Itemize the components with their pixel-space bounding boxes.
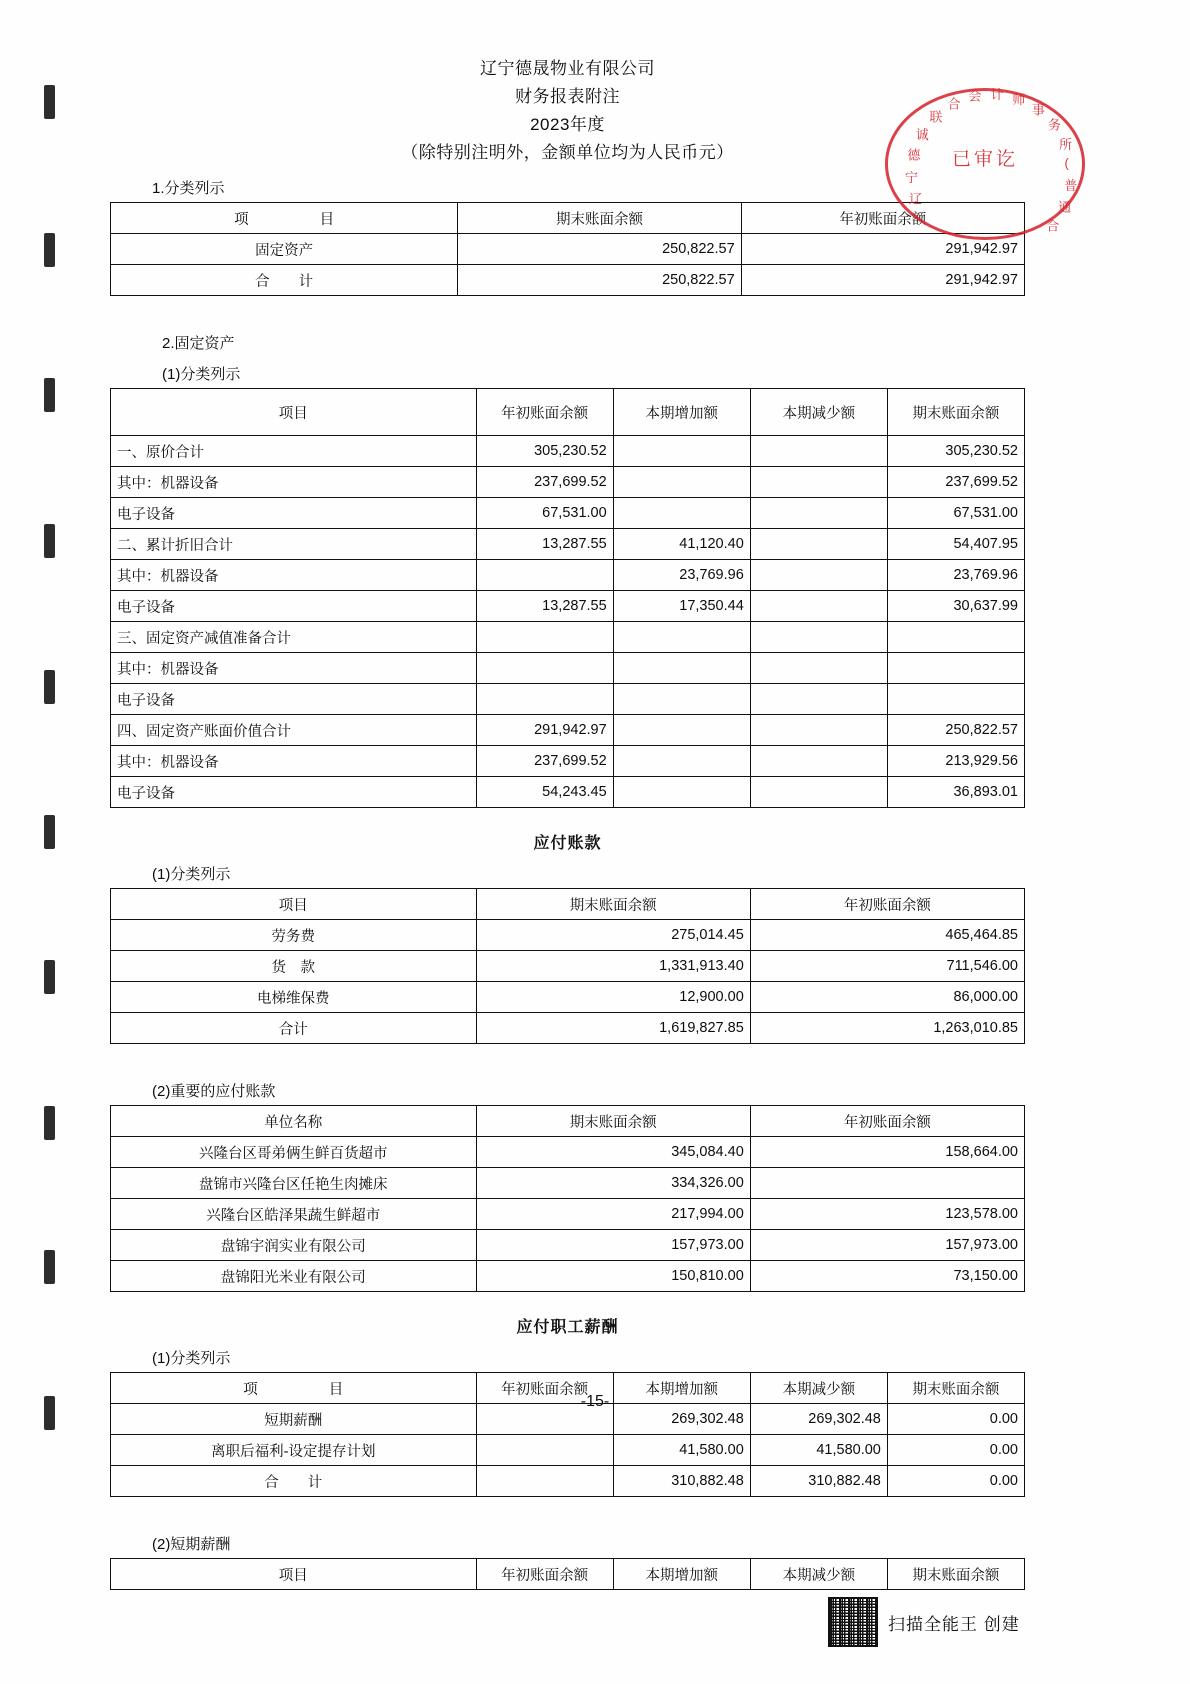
- col-decrease: 本期减少额: [750, 1559, 887, 1590]
- cell-value: 123,578.00: [750, 1199, 1024, 1230]
- cell-value: 54,407.95: [887, 529, 1024, 560]
- cell-item: 电子设备: [111, 684, 477, 715]
- cell-value: 0.00: [887, 1404, 1024, 1435]
- table-row: [111, 1261, 1025, 1292]
- table-row: [111, 234, 1025, 265]
- table-classification-summary: [110, 202, 1025, 296]
- cell-value: 213,929.56: [887, 746, 1024, 777]
- col-end-balance: 期末账面余额: [476, 1106, 750, 1137]
- cell-value: [750, 591, 887, 622]
- cell-item: 劳务费: [111, 920, 477, 951]
- table-row: [111, 467, 1025, 498]
- cell-item: 三、固定资产减值准备合计: [111, 622, 477, 653]
- cell-value: 23,769.96: [613, 560, 750, 591]
- cell-value: 30,637.99: [887, 591, 1024, 622]
- cell-value: 41,580.00: [613, 1435, 750, 1466]
- cell-value: 13,287.55: [476, 591, 613, 622]
- cell-value: 465,464.85: [750, 920, 1024, 951]
- col-increase: 本期增加额: [613, 1559, 750, 1590]
- cell-value: 12,900.00: [476, 982, 750, 1013]
- cell-value: 36,893.01: [887, 777, 1024, 808]
- table-row: [111, 265, 1025, 296]
- col-begin-balance: 年初账面余额: [476, 1373, 613, 1404]
- table-row: [111, 1435, 1025, 1466]
- table-row: [111, 951, 1025, 982]
- cell-value: 269,302.48: [750, 1404, 887, 1435]
- report-subtitle: 财务报表附注: [515, 87, 620, 106]
- cell-value: 305,230.52: [476, 436, 613, 467]
- cell-value: 310,882.48: [613, 1466, 750, 1497]
- cell-value: [476, 622, 613, 653]
- cell-value: 310,882.48: [750, 1466, 887, 1497]
- table-row: [111, 436, 1025, 467]
- cell-value: [613, 467, 750, 498]
- col-end-balance: 期末账面余额: [887, 389, 1024, 436]
- table-row: [111, 1137, 1025, 1168]
- cell-item: 合计: [111, 1013, 477, 1044]
- cell-value: [750, 498, 887, 529]
- cell-value: 17,350.44: [613, 591, 750, 622]
- payable-sub-label-2: (2)重要的应付账款: [152, 1083, 276, 1100]
- table-accounts-payable-classification: [110, 888, 1025, 1044]
- table-header-row: [111, 1559, 1025, 1590]
- cell-company: 盘锦阳光米业有限公司: [111, 1261, 477, 1292]
- col-end-balance: 期末账面余额: [458, 203, 741, 234]
- table-fixed-assets: [110, 388, 1025, 808]
- table-row: [111, 653, 1025, 684]
- cell-value: [887, 622, 1024, 653]
- cell-company: 兴隆台区皓泽果蔬生鲜超市: [111, 1199, 477, 1230]
- cell-value: 237,699.52: [476, 467, 613, 498]
- cell-value: [476, 1435, 613, 1466]
- cell-item: 固定资产: [111, 234, 458, 265]
- cell-value: 150,810.00: [476, 1261, 750, 1292]
- cell-value: [887, 653, 1024, 684]
- cell-value: 217,994.00: [476, 1199, 750, 1230]
- cell-item: 一、原价合计: [111, 436, 477, 467]
- table-employee-benefits-classification: [110, 1372, 1025, 1497]
- cell-value: 305,230.52: [887, 436, 1024, 467]
- cell-value: 13,287.55: [476, 529, 613, 560]
- cell-item: 四、固定资产账面价值合计: [111, 715, 477, 746]
- cell-value: [750, 622, 887, 653]
- cell-value: 73,150.00: [750, 1261, 1024, 1292]
- currency-note: （除特别注明外，金额单位均为人民币元）: [401, 143, 734, 162]
- col-end-balance: 期末账面余额: [887, 1559, 1024, 1590]
- stamp-center-text: 已审讫: [951, 149, 1018, 170]
- table-row: [111, 746, 1025, 777]
- payable-sub-label-1: (1)分类列示: [152, 866, 231, 883]
- cell-item: 二、累计折旧合计: [111, 529, 477, 560]
- col-item: 项目: [111, 889, 477, 920]
- section-2-label: 2.固定资产: [162, 335, 235, 352]
- cell-value: [613, 777, 750, 808]
- cell-value: 67,531.00: [887, 498, 1024, 529]
- cell-value: [476, 653, 613, 684]
- cell-value: 157,973.00: [750, 1230, 1024, 1261]
- heading-accounts-payable: 应付账款: [533, 835, 602, 852]
- table-row: [111, 622, 1025, 653]
- cell-value: [613, 715, 750, 746]
- cell-item: 其中：机器设备: [111, 653, 477, 684]
- table-header-row: [111, 203, 1025, 234]
- cell-value: 158,664.00: [750, 1137, 1024, 1168]
- col-decrease: 本期减少额: [750, 1373, 887, 1404]
- cell-value: [887, 684, 1024, 715]
- cell-company: 盘锦宇润实业有限公司: [111, 1230, 477, 1261]
- cell-value: 0.00: [887, 1466, 1024, 1497]
- cell-value: 1,619,827.85: [476, 1013, 750, 1044]
- cell-value: [750, 529, 887, 560]
- cell-value: 291,942.97: [741, 234, 1024, 265]
- table-row: [111, 529, 1025, 560]
- cell-value: [613, 498, 750, 529]
- cell-item: 电子设备: [111, 591, 477, 622]
- cell-value: 275,014.45: [476, 920, 750, 951]
- cell-item: 其中：机器设备: [111, 560, 477, 591]
- table-row: [111, 715, 1025, 746]
- binder-mark: [44, 960, 55, 994]
- cell-value: 345,084.40: [476, 1137, 750, 1168]
- page-number: -15-: [580, 1393, 610, 1410]
- col-begin-balance: 年初账面余额: [476, 389, 613, 436]
- binder-mark: [44, 1106, 55, 1140]
- cell-value: [750, 684, 887, 715]
- table-row: [111, 1199, 1025, 1230]
- cell-company: 盘锦市兴隆台区任艳生肉摊床: [111, 1168, 477, 1199]
- qr-code-icon: [828, 1597, 878, 1647]
- cell-item: 电子设备: [111, 498, 477, 529]
- heading-employee-benefits-payable: 应付职工薪酬: [516, 1319, 619, 1336]
- col-begin-balance: 年初账面余额: [476, 1559, 613, 1590]
- scanner-brand-text: 扫描全能王 创建: [888, 1614, 1020, 1634]
- cell-item: 货 款: [111, 951, 477, 982]
- col-item: 项目: [111, 389, 477, 436]
- cell-value: 0.00: [887, 1435, 1024, 1466]
- cell-item: 电子设备: [111, 777, 477, 808]
- table-row: [111, 1168, 1025, 1199]
- col-item: 项 目: [111, 203, 458, 234]
- cell-value: 41,580.00: [750, 1435, 887, 1466]
- cell-value: 1,331,913.40: [476, 951, 750, 982]
- binder-mark: [44, 670, 55, 704]
- col-decrease: 本期减少额: [750, 389, 887, 436]
- cell-value: 250,822.57: [458, 265, 741, 296]
- table-row: [111, 591, 1025, 622]
- section-1-label: 1.分类列示: [152, 180, 225, 197]
- col-increase: 本期增加额: [613, 1373, 750, 1404]
- report-year: 2023年度: [530, 115, 605, 134]
- cell-item: 其中：机器设备: [111, 467, 477, 498]
- cell-value: 1,263,010.85: [750, 1013, 1024, 1044]
- salary-sub-label-2: (2)短期薪酬: [152, 1536, 231, 1553]
- salary-sub-label-1: (1)分类列示: [152, 1350, 231, 1367]
- col-begin-balance: 年初账面余额: [750, 889, 1024, 920]
- stamp-arc-text: 辽 宁 德 诚 联 合 会 计 师 事 务 所 ( 普 通 合: [905, 87, 1078, 234]
- cell-value: 269,302.48: [613, 1404, 750, 1435]
- cell-value: [613, 653, 750, 684]
- cell-value: [750, 746, 887, 777]
- cell-value: [750, 777, 887, 808]
- binder-mark: [44, 815, 55, 849]
- binder-mark: [44, 524, 55, 558]
- col-company-name: 单位名称: [111, 1106, 477, 1137]
- binder-mark: [44, 378, 55, 412]
- table-header-row: [111, 389, 1025, 436]
- cell-value: [613, 436, 750, 467]
- cell-value: 41,120.40: [613, 529, 750, 560]
- cell-item: 其中：机器设备: [111, 746, 477, 777]
- cell-value: [750, 467, 887, 498]
- cell-item: 电梯维保费: [111, 982, 477, 1013]
- table-row: [111, 498, 1025, 529]
- table-significant-payables: [110, 1105, 1025, 1292]
- cell-value: 86,000.00: [750, 982, 1024, 1013]
- col-item: 项 目: [111, 1373, 477, 1404]
- cell-value: 237,699.52: [476, 746, 613, 777]
- table-row: [111, 982, 1025, 1013]
- cell-value: [476, 1466, 613, 1497]
- cell-value: 250,822.57: [887, 715, 1024, 746]
- table-header-row: [111, 889, 1025, 920]
- cell-value: 250,822.57: [458, 234, 741, 265]
- table-row: [111, 920, 1025, 951]
- cell-value: 291,942.97: [741, 265, 1024, 296]
- scanner-watermark: [828, 1597, 1020, 1647]
- section-2-sub-label: (1)分类列示: [162, 366, 241, 383]
- cell-item: 短期薪酬: [111, 1404, 477, 1435]
- document-title: [110, 55, 1025, 167]
- cell-value: 157,973.00: [476, 1230, 750, 1261]
- cell-value: [750, 1168, 1024, 1199]
- cell-value: 54,243.45: [476, 777, 613, 808]
- col-increase: 本期增加额: [613, 389, 750, 436]
- table-row: [111, 1230, 1025, 1261]
- cell-item: 离职后福利-设定提存计划: [111, 1435, 477, 1466]
- table-row: [111, 684, 1025, 715]
- cell-item: 合 计: [111, 265, 458, 296]
- table-row: [111, 777, 1025, 808]
- col-begin-balance: 年初账面余额: [750, 1106, 1024, 1137]
- cell-value: [476, 684, 613, 715]
- col-item: 项目: [111, 1559, 477, 1590]
- binder-mark: [44, 1250, 55, 1284]
- table-row: [111, 560, 1025, 591]
- col-begin-balance: 年初账面余额: [741, 203, 1024, 234]
- cell-company: 兴隆台区哥弟俩生鲜百货超市: [111, 1137, 477, 1168]
- cell-value: [750, 715, 887, 746]
- col-end-balance: 期末账面余额: [887, 1373, 1024, 1404]
- cell-value: [476, 560, 613, 591]
- cell-value: [750, 560, 887, 591]
- cell-value: 711,546.00: [750, 951, 1024, 982]
- cell-item: 合 计: [111, 1466, 477, 1497]
- cell-value: [750, 436, 887, 467]
- col-end-balance: 期末账面余额: [476, 889, 750, 920]
- cell-value: 67,531.00: [476, 498, 613, 529]
- table-row: [111, 1013, 1025, 1044]
- binder-mark: [44, 85, 55, 119]
- table-short-term-benefits: [110, 1558, 1025, 1590]
- company-name: 辽宁德晟物业有限公司: [480, 59, 655, 78]
- cell-value: 291,942.97: [476, 715, 613, 746]
- cell-value: [613, 684, 750, 715]
- table-row: [111, 1466, 1025, 1497]
- cell-value: 334,326.00: [476, 1168, 750, 1199]
- cell-value: [613, 622, 750, 653]
- table-header-row: [111, 1106, 1025, 1137]
- cell-value: [613, 746, 750, 777]
- cell-value: 237,699.52: [887, 467, 1024, 498]
- binder-mark: [44, 233, 55, 267]
- cell-value: 23,769.96: [887, 560, 1024, 591]
- cell-value: [750, 653, 887, 684]
